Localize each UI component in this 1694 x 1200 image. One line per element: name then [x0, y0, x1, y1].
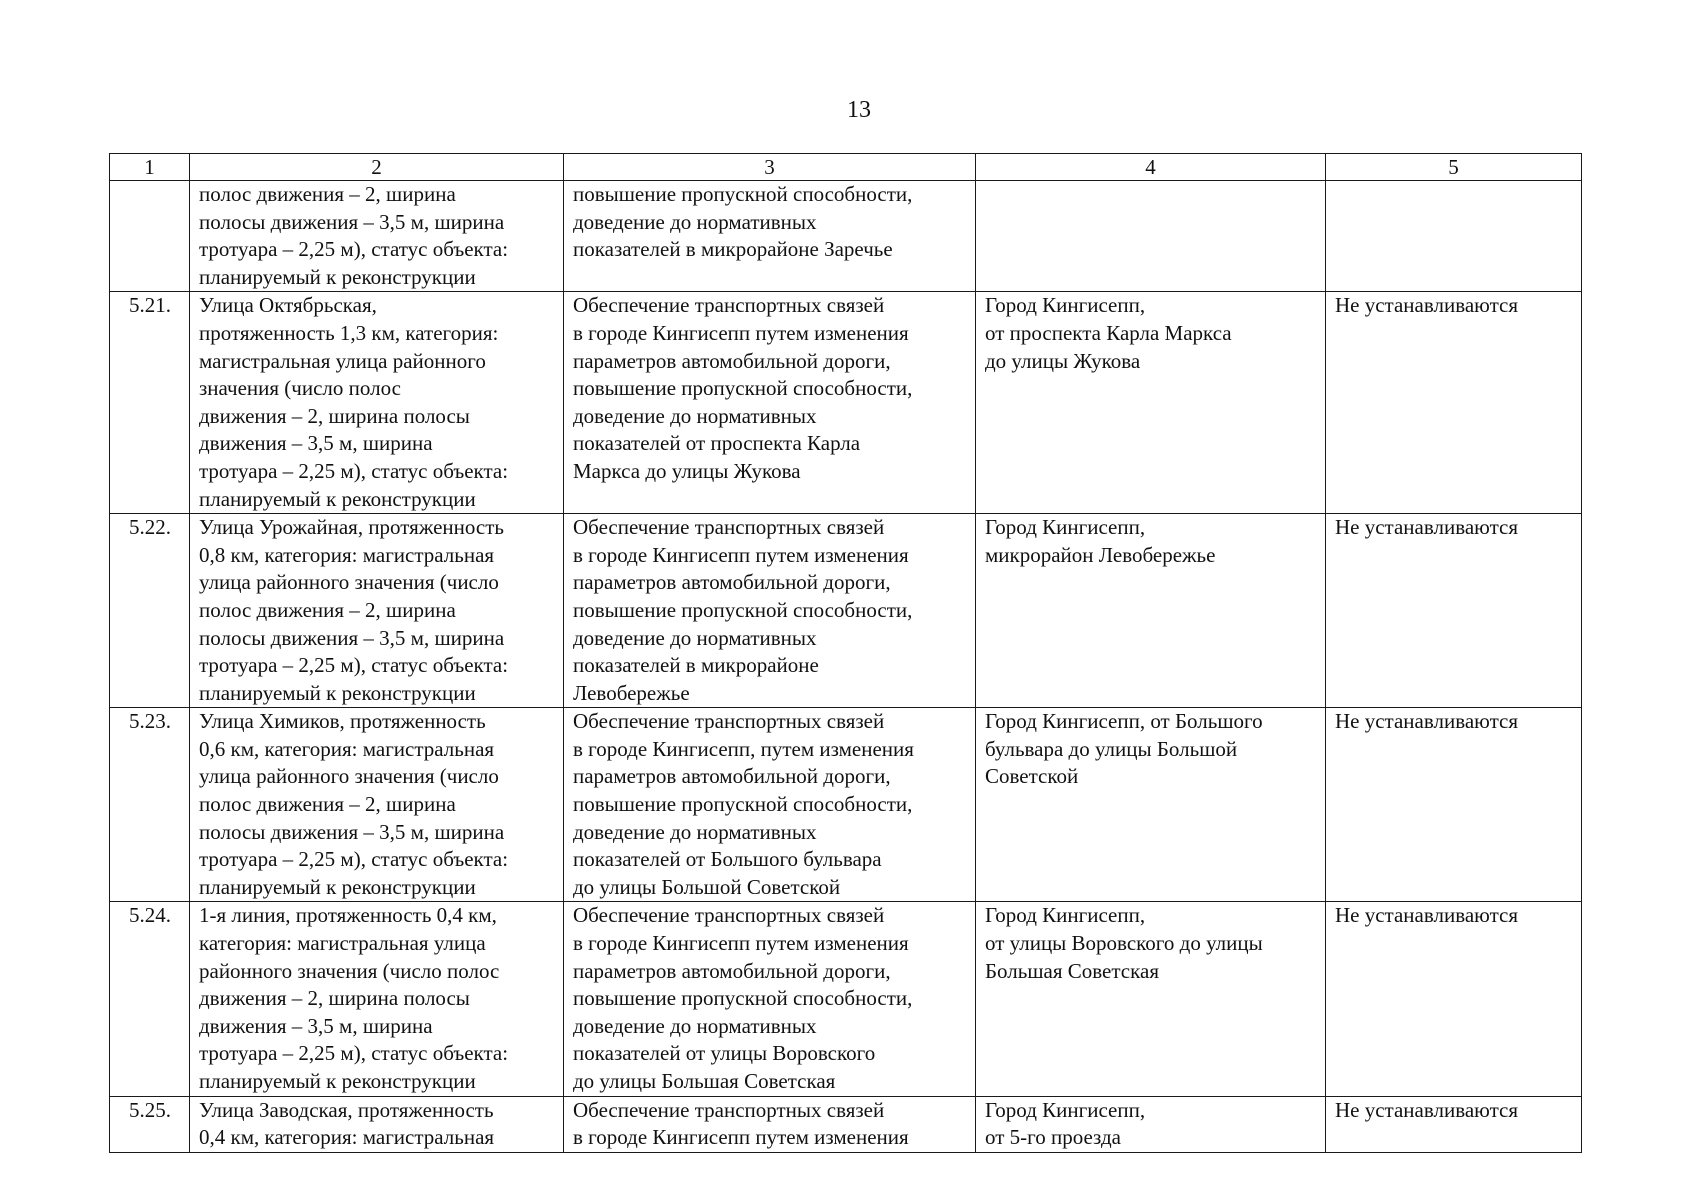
table-row	[110, 1096, 1582, 1152]
page-number: 13	[847, 97, 871, 123]
object-description: Улица Заводская, протяженность 0,4 км, категория: магистральная	[190, 1096, 564, 1152]
object-zones: Не устанавливаются	[1326, 292, 1582, 514]
table-row	[110, 292, 1582, 514]
object-description: полос движения – 2, ширина полосы движения – 3,5 м, ширина тротуара – 2,25 м), статус объекта: планируемый к реконструкции	[190, 181, 564, 292]
table-body	[110, 181, 1582, 1153]
table-row	[110, 181, 1582, 292]
row-number: 5.21.	[110, 292, 190, 514]
object-purpose: Обеспечение транспортных связей в городе Кингисепп путем изменения	[564, 1096, 976, 1152]
object-description: 1-я линия, протяженность 0,4 км, категория: магистральная улица районного значения (число полос движения – 2, ширина полосы движения – 3,5 м, ширина тротуара – 2,25 м), статус объекта: планируемый к реконструкции	[190, 902, 564, 1096]
row-number: 5.22.	[110, 514, 190, 708]
object-zones: Не устанавливаются	[1326, 1096, 1582, 1152]
object-location: Город Кингисепп, от Большого бульвара до улицы Большой Советской	[976, 708, 1326, 902]
object-zones: Не устанавливаются	[1326, 902, 1582, 1096]
object-zones: Не устанавливаются	[1326, 514, 1582, 708]
column-header-3: 3	[564, 154, 976, 181]
row-number: 5.24.	[110, 902, 190, 1096]
column-header-4: 4	[976, 154, 1326, 181]
object-location	[976, 181, 1326, 292]
object-zones: Не устанавливаются	[1326, 708, 1582, 902]
object-location: Город Кингисепп, от проспекта Карла Маркса до улицы Жукова	[976, 292, 1326, 514]
column-header-2: 2	[190, 154, 564, 181]
object-purpose: Обеспечение транспортных связей в городе Кингисепп путем изменения параметров автомобильной дороги, повышение пропускной способности, доведение до нормативных показателей от проспекта Карла Маркса до улицы Жукова	[564, 292, 976, 514]
table-row	[110, 708, 1582, 902]
object-location: Город Кингисепп, от 5-го проезда	[976, 1096, 1326, 1152]
table-header	[110, 154, 1582, 181]
column-header-1: 1	[110, 154, 190, 181]
object-purpose: Обеспечение транспортных связей в городе Кингисепп, путем изменения параметров автомобильной дороги, повышение пропускной способности, доведение до нормативных показателей от Большого бульвара до улицы Большой Советской	[564, 708, 976, 902]
object-description: Улица Урожайная, протяженность 0,8 км, категория: магистральная улица районного значения (число полос движения – 2, ширина полосы движения – 3,5 м, ширина тротуара – 2,25 м), статус объекта: планируемый к реконструкции	[190, 514, 564, 708]
row-number: 5.23.	[110, 708, 190, 902]
header-row	[110, 154, 1582, 181]
row-number: 5.25.	[110, 1096, 190, 1152]
object-description: Улица Октябрьская, протяженность 1,3 км, категория: магистральная улица районного значения (число полос движения – 2, ширина полосы движения – 3,5 м, ширина тротуара – 2,25 м), статус объекта: планируемый к реконструкции	[190, 292, 564, 514]
object-purpose: Обеспечение транспортных связей в городе Кингисепп путем изменения параметров автомобильной дороги, повышение пропускной способности, доведение до нормативных показателей в микрорайоне Левобережье	[564, 514, 976, 708]
object-purpose: Обеспечение транспортных связей в городе Кингисепп путем изменения параметров автомобильной дороги, повышение пропускной способности, доведение до нормативных показателей от улицы Воровского до улицы Большая Советская	[564, 902, 976, 1096]
object-location: Город Кингисепп, микрорайон Левобережье	[976, 514, 1326, 708]
table-row	[110, 902, 1582, 1096]
document-table	[109, 153, 1582, 1153]
column-header-5: 5	[1326, 154, 1582, 181]
object-location: Город Кингисепп, от улицы Воровского до улицы Большая Советская	[976, 902, 1326, 1096]
row-number	[110, 181, 190, 292]
object-description: Улица Химиков, протяженность 0,6 км, категория: магистральная улица районного значения (число полос движения – 2, ширина полосы движения – 3,5 м, ширина тротуара – 2,25 м), статус объекта: планируемый к реконструкции	[190, 708, 564, 902]
object-zones	[1326, 181, 1582, 292]
table-row	[110, 514, 1582, 708]
object-purpose: повышение пропускной способности, доведение до нормативных показателей в микрорайоне Заречье	[564, 181, 976, 292]
